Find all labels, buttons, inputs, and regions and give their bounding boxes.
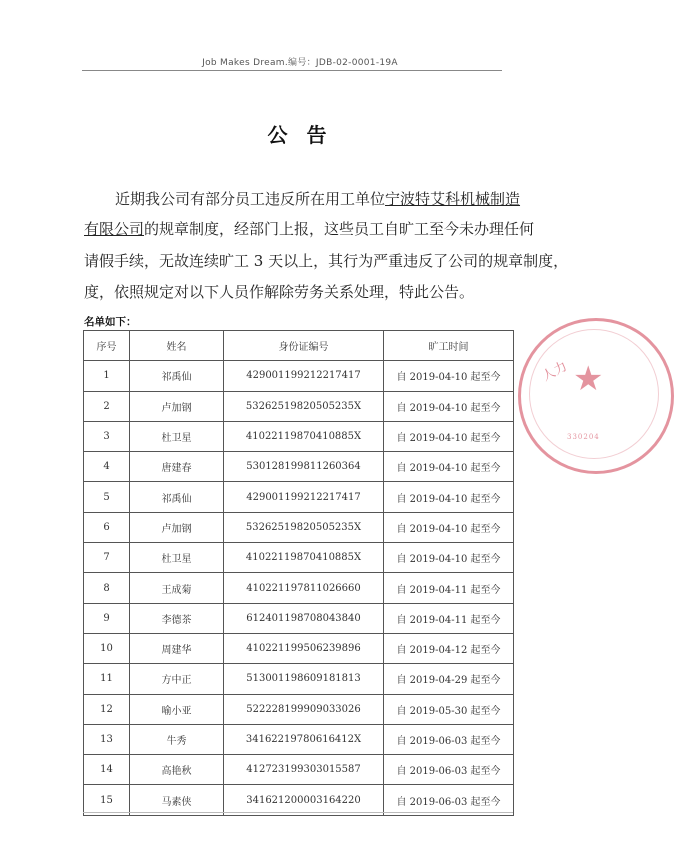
cell-absence-time: 自 2019-04-10 起至今 — [384, 421, 514, 451]
company-seal — [518, 318, 674, 474]
cell-absence-time: 自 2019-04-11 起至今 — [384, 573, 514, 603]
seal-text: 人力 — [539, 359, 570, 385]
cell-name: 李德茶 — [130, 603, 224, 633]
cell-id-number: 41022119870410885X — [224, 421, 384, 451]
cell-name: 喻小亚 — [130, 694, 224, 724]
table-row — [84, 482, 514, 512]
cell-name: 方中正 — [130, 664, 224, 694]
cell-name: 祁禹仙 — [130, 361, 224, 391]
table-row — [84, 603, 514, 633]
cell-number: 1 — [84, 361, 130, 391]
cell-number: 5 — [84, 482, 130, 512]
cell-number: 8 — [84, 573, 130, 603]
cell-id-number: 412723199303015587 — [224, 755, 384, 785]
cell-number: 10 — [84, 633, 130, 663]
cell-number: 13 — [84, 724, 130, 754]
cell-absence-time: 自 2019-06-03 起至今 — [384, 724, 514, 754]
cell-number: 14 — [84, 755, 130, 785]
cell-id-number: 53262519820505235X — [224, 512, 384, 542]
cell-id-number: 429001199212217417 — [224, 482, 384, 512]
cell-name: 卢加钢 — [130, 391, 224, 421]
header-number: 序号 — [84, 331, 130, 361]
cell-number: 6 — [84, 512, 130, 542]
cell-number: 3 — [84, 421, 130, 451]
cell-name: 卢加钢 — [130, 512, 224, 542]
cell-absence-time: 自 2019-04-11 起至今 — [384, 603, 514, 633]
cell-number: 7 — [84, 543, 130, 573]
table-row — [84, 391, 514, 421]
table-row — [84, 785, 514, 815]
table-row — [84, 573, 514, 603]
document-header: Job Makes Dream.编号：JDB-02-0001-19A — [202, 58, 398, 68]
header-id-number: 身份证编号 — [224, 331, 384, 361]
cell-id-number: 530128199811260364 — [224, 452, 384, 482]
notice-title: 公 告 — [267, 123, 333, 147]
body-line-4: 度，依照规定对以下人员作解除劳务关系处理，特此公告。 — [84, 283, 475, 301]
cell-id-number: 522228199909033026 — [224, 694, 384, 724]
cell-id-number: 34162219780616412X — [224, 724, 384, 754]
cell-name: 马素侠 — [130, 785, 224, 815]
table-row — [84, 633, 514, 663]
table-row — [84, 361, 514, 391]
cell-absence-time: 自 2019-04-10 起至今 — [384, 452, 514, 482]
table-row — [84, 694, 514, 724]
cell-number: 9 — [84, 603, 130, 633]
seal-star-icon: ★ — [573, 359, 604, 399]
cell-name: 杜卫星 — [130, 421, 224, 451]
cell-absence-time: 自 2019-06-03 起至今 — [384, 785, 514, 815]
body-line-2-suffix: 的规章制度，经部门上报，这些员工自旷工至今未办理任何 — [144, 220, 535, 238]
table-row — [84, 452, 514, 482]
list-label: 名单如下： — [84, 316, 137, 328]
table-row — [84, 421, 514, 451]
cell-number: 12 — [84, 694, 130, 724]
cell-id-number: 41022119870410885X — [224, 543, 384, 573]
cell-name: 祁禹仙 — [130, 482, 224, 512]
cell-name: 周建华 — [130, 633, 224, 663]
cell-id-number: 429001199212217417 — [224, 361, 384, 391]
dismissal-table — [83, 330, 514, 816]
table-row — [84, 512, 514, 542]
header-name: 姓名 — [130, 331, 224, 361]
cell-absence-time: 自 2019-04-10 起至今 — [384, 482, 514, 512]
footer-divider — [83, 812, 513, 813]
cell-number: 15 — [84, 785, 130, 815]
cell-id-number: 410221199506239896 — [224, 633, 384, 663]
cell-id-number: 53262519820505235X — [224, 391, 384, 421]
cell-name: 唐建春 — [130, 452, 224, 482]
cell-id-number: 410221197811026660 — [224, 573, 384, 603]
body-line-1-prefix: 近期我公司有部分员工违反所在用工单位 — [115, 190, 386, 208]
cell-name: 牛秀 — [130, 724, 224, 754]
table-row — [84, 543, 514, 573]
cell-number: 2 — [84, 391, 130, 421]
cell-name: 高艳秋 — [130, 755, 224, 785]
seal-code: 330204 — [567, 433, 600, 441]
cell-id-number: 513001198609181813 — [224, 664, 384, 694]
cell-absence-time: 自 2019-06-03 起至今 — [384, 755, 514, 785]
header-absence-time: 旷工时间 — [384, 331, 514, 361]
cell-absence-time: 自 2019-05-30 起至今 — [384, 694, 514, 724]
cell-name: 王成菊 — [130, 573, 224, 603]
cell-number: 11 — [84, 664, 130, 694]
cell-absence-time: 自 2019-04-10 起至今 — [384, 512, 514, 542]
cell-absence-time: 自 2019-04-10 起至今 — [384, 543, 514, 573]
table-row — [84, 724, 514, 754]
cell-number: 4 — [84, 452, 130, 482]
cell-absence-time: 自 2019-04-12 起至今 — [384, 633, 514, 663]
cell-id-number: 612401198708043840 — [224, 603, 384, 633]
table-header-row — [84, 331, 514, 361]
cell-absence-time: 自 2019-04-10 起至今 — [384, 391, 514, 421]
cell-absence-time: 自 2019-04-29 起至今 — [384, 664, 514, 694]
body-line-1 — [115, 188, 520, 209]
cell-id-number: 341621200003164220 — [224, 785, 384, 815]
table-row — [84, 755, 514, 785]
body-line-3: 请假手续，无故连续旷工 3 天以上，其行为严重违反了公司的规章制度， — [84, 252, 569, 270]
header-divider — [82, 70, 502, 71]
cell-absence-time: 自 2019-04-10 起至今 — [384, 361, 514, 391]
cell-name: 杜卫星 — [130, 543, 224, 573]
company-name-part2: 有限公司 — [84, 220, 145, 238]
table-row — [84, 664, 514, 694]
company-name-part1: 宁波特艾科机械制造 — [385, 190, 521, 208]
body-line-2 — [84, 218, 534, 239]
